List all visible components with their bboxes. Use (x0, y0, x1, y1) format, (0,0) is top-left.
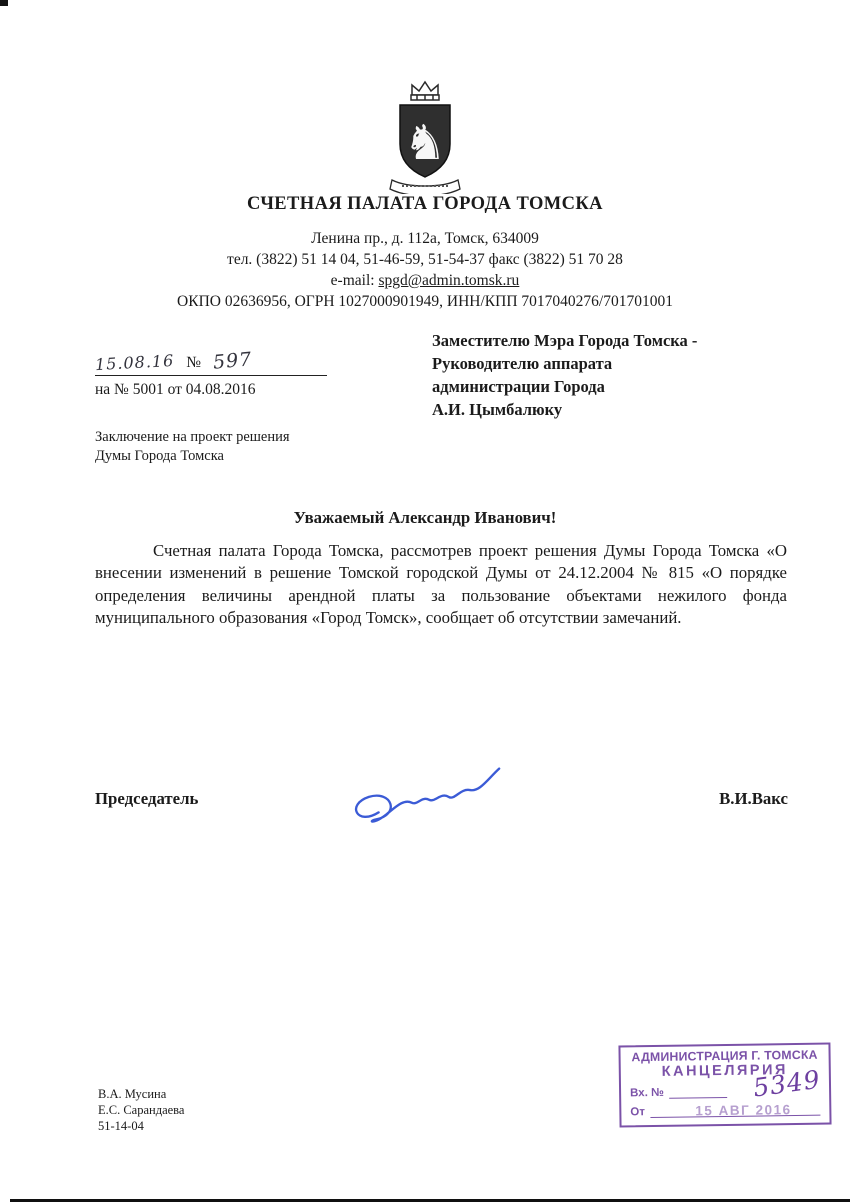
scan-artifact-line (10, 1199, 850, 1202)
executors-block (98, 1086, 184, 1134)
addressee-block (432, 329, 732, 421)
tomsk-coat-of-arms-icon (386, 78, 464, 194)
org-title: СЧЕТНАЯ ПАЛАТА ГОРОДА ТОМСКА (247, 194, 603, 214)
addressee-line: Руководителю аппарата (432, 354, 613, 373)
addressee-line: А.И. Цымбалюку (432, 400, 563, 419)
subject-line: Думы Города Томска (95, 448, 224, 464)
body-paragraph: Счетная палата Города Томска, рассмотрев проект решения Думы Города Томска «О внесении изменений в решение Томской городской Думы от 24.12.2004 № 815 «О порядке определения величины арендной платы за пользование объектами нежилого фонда муниципального образования «Город Томск», сообщает об отсутствии замечаний. (95, 541, 787, 627)
handwritten-date: 15.08.16 (94, 350, 175, 375)
executor-phone: 51-14-04 (98, 1119, 144, 1133)
handwritten-number: 597 (212, 348, 254, 374)
reply-reference-line: на № 5001 от 04.08.2016 (95, 381, 256, 398)
addressee-line: Заместителю Мэра Города Томска - (432, 331, 698, 350)
letterhead-contacts (0, 228, 850, 312)
address-line: Ленина пр., д. 112а, Томск, 634009 (311, 230, 539, 247)
subject-line: Заключение на проект решения (95, 429, 290, 445)
stamp-handwritten-number: 5349 (751, 1064, 823, 1103)
outgoing-reference-row (95, 348, 327, 376)
stamp-date: 15 АВГ 2016 (695, 1102, 792, 1119)
stamp-org-line: АДМИНИСТРАЦИЯ Г. ТОМСКА (631, 1047, 818, 1065)
emblem-wrap (0, 78, 850, 194)
executor-name: Е.С. Сарандаева (98, 1103, 185, 1117)
scan-artifact-dot (0, 0, 8, 6)
phone-line: тел. (3822) 51 14 04, 51-46-59, 51-54-37 факс (3822) 51 70 28 (227, 251, 623, 268)
stamp-from-label: От (630, 1106, 646, 1119)
registration-stamp (618, 1043, 831, 1128)
subject-block (95, 428, 290, 466)
horse-icon: ♞ (403, 115, 447, 171)
signer-name: В.И.Вакс (719, 789, 788, 808)
stamp-in-rule (669, 1085, 727, 1099)
email-label: e-mail: (330, 272, 379, 289)
executor-name: В.А. Мусина (98, 1087, 167, 1101)
addressee-line: администрации Города (432, 377, 605, 396)
salutation: Уважаемый Александр Иванович! (293, 508, 557, 527)
email-address: spgd@admin.tomsk.ru (378, 272, 520, 289)
reference-block (95, 348, 327, 399)
email-line (0, 270, 850, 291)
number-sign: № (186, 354, 202, 371)
stamp-dept-line: КАНЦЕЛЯРИЯ (661, 1062, 788, 1080)
ribbon-banner (390, 180, 460, 194)
codes-line: ОКПО 02636956, ОГРН 1027000901949, ИНН/КПП 7017040276/701701001 (177, 293, 673, 310)
handwritten-signature-icon (330, 752, 505, 832)
signer-position: Председатель (95, 789, 199, 808)
crown-icon (411, 82, 439, 100)
stamp-in-label: Вх. № (630, 1086, 664, 1100)
